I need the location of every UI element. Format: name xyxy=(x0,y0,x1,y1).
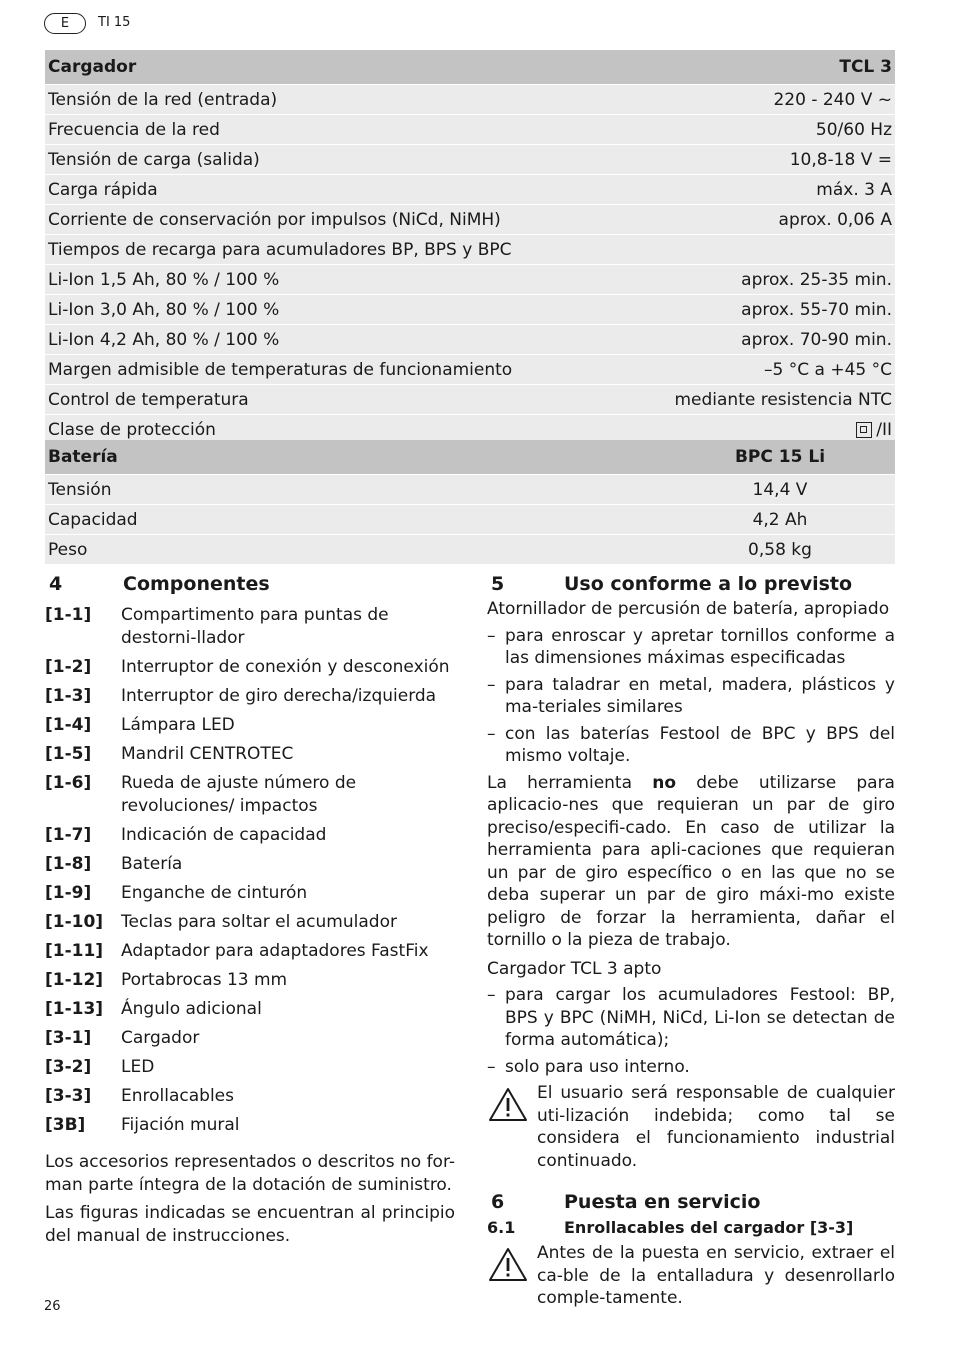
component-text: Mandril CENTROTEC xyxy=(121,744,294,764)
list-item xyxy=(45,911,455,934)
warning-triangle-icon xyxy=(488,1087,528,1122)
figures-note: Las figuras indicadas se encuentran al principio del manual de instrucciones. xyxy=(45,1203,455,1246)
language-badge: E xyxy=(44,13,86,34)
table-row xyxy=(45,145,895,175)
double-insulation-icon xyxy=(856,422,872,438)
row-value: 14,4 V xyxy=(665,475,895,505)
table-row xyxy=(45,505,895,535)
caution-block xyxy=(487,1242,895,1310)
row-value: –5 °C a +45 °C xyxy=(565,355,895,385)
list-item xyxy=(45,772,455,818)
subsection-number: 6.1 xyxy=(487,1218,516,1237)
component-code: [1-10] xyxy=(45,912,104,932)
row-value: aprox. 55-70 min. xyxy=(565,295,895,325)
table-header-row xyxy=(45,440,895,475)
battery-spec-table xyxy=(45,440,895,564)
table-row xyxy=(45,475,895,505)
component-code: [3B] xyxy=(45,1115,86,1135)
list-item xyxy=(45,685,455,708)
row-label: Peso xyxy=(45,535,665,565)
section-number: 6 xyxy=(491,1191,505,1213)
table-row xyxy=(45,325,895,355)
row-label: Clase de protección xyxy=(45,415,565,445)
page-number: 26 xyxy=(44,1299,61,1314)
charger-spec-table xyxy=(45,50,895,444)
caution-text: El usuario será responsable de cualquier uti-lización indebida; como tal se considera el funcionamiento industrial continuado. xyxy=(537,1083,895,1171)
section-heading-startup xyxy=(487,1188,895,1216)
row-label: Control de temperatura xyxy=(45,385,565,415)
component-code: [1-1] xyxy=(45,605,92,625)
component-code: [1-9] xyxy=(45,883,92,903)
list-item xyxy=(45,969,455,992)
caution-text: Antes de la puesta en servicio, extraer el ca-ble de la entalladura y desenrollarlo comple-tamente. xyxy=(537,1243,895,1308)
component-code: [1-6] xyxy=(45,773,92,793)
component-text: Portabrocas 13 mm xyxy=(121,970,288,990)
section-number: 4 xyxy=(49,573,63,595)
list-item xyxy=(45,853,455,876)
row-label: Margen admisible de temperaturas de funcionamiento xyxy=(45,355,565,385)
component-text: Enrollacables xyxy=(121,1086,234,1106)
component-code: [1-13] xyxy=(45,999,104,1019)
accessories-note: Los accesorios representados o descritos no for-man parte íntegra de la dotación de suministro. xyxy=(45,1152,455,1195)
list-item xyxy=(45,743,455,766)
row-label: Li-Ion 4,2 Ah, 80 % / 100 % xyxy=(45,325,565,355)
component-text: Adaptador para adaptadores FastFix xyxy=(121,941,429,961)
row-label: Tiempos de recarga para acumuladores BP, BPS y BPC xyxy=(45,235,565,265)
row-label: Li-Ion 1,5 Ah, 80 % / 100 % xyxy=(45,265,565,295)
list-item xyxy=(45,1027,455,1050)
warning-triangle-icon xyxy=(488,1247,528,1282)
subsection-title: Enrollacables del cargador [3-3] xyxy=(564,1218,854,1237)
section-title: Uso conforme a lo previsto xyxy=(564,573,853,595)
component-code: [1-2] xyxy=(45,657,92,677)
component-code: [1-4] xyxy=(45,715,92,735)
charger-use-text: para cargar los acumuladores Festool: BP, BPS y BPC (NiMH, NiCd, Li-Ion se detectan de forma automática); xyxy=(505,985,895,1050)
row-value: aprox. 0,06 A xyxy=(565,205,895,235)
component-code: [1-3] xyxy=(45,686,92,706)
list-item: – con las baterías Festool de BPC y BPS del mismo voltaje. xyxy=(487,723,895,766)
table-header-row xyxy=(45,50,895,85)
list-item xyxy=(45,656,455,679)
section-title: Componentes xyxy=(123,573,270,595)
row-label: Corriente de conservación por impulsos (NiCd, NiMH) xyxy=(45,205,565,235)
component-code: [1-5] xyxy=(45,744,92,764)
list-item: – para enroscar y apretar tornillos conforme a las dimensiones máximas especificadas xyxy=(487,625,895,668)
component-text: Batería xyxy=(121,854,183,874)
row-value: mediante resistencia NTC xyxy=(565,385,895,415)
list-item: – para taladrar en metal, madera, plásticos y ma-teriales similares xyxy=(487,674,895,717)
table-row xyxy=(45,265,895,295)
table-row xyxy=(45,175,895,205)
emphasis-no: no xyxy=(652,772,677,793)
component-text: Rueda de ajuste número de revoluciones/ impactos xyxy=(121,773,357,816)
use-text: para enroscar y apretar tornillos conforme a las dimensiones máximas especificadas xyxy=(505,625,895,668)
table-title: Batería xyxy=(45,440,665,475)
component-code: [1-8] xyxy=(45,854,92,874)
component-code: [1-7] xyxy=(45,825,92,845)
list-item xyxy=(45,714,455,737)
list-item xyxy=(45,604,455,650)
list-item xyxy=(45,1085,455,1108)
component-text: LED xyxy=(121,1057,155,1077)
subsection-heading xyxy=(487,1216,895,1240)
row-label: Capacidad xyxy=(45,505,665,535)
component-text: Indicación de capacidad xyxy=(121,825,327,845)
table-row xyxy=(45,235,895,265)
list-item xyxy=(45,940,455,963)
row-value: 220 - 240 V ~ xyxy=(565,85,895,115)
component-text: Compartimento para puntas de destorni-llador xyxy=(121,605,389,648)
row-label: Frecuencia de la red xyxy=(45,115,565,145)
table-row xyxy=(45,205,895,235)
table-row xyxy=(45,295,895,325)
component-code: [1-12] xyxy=(45,970,104,990)
component-text: Ángulo adicional xyxy=(121,999,262,1019)
table-model: TCL 3 xyxy=(565,50,895,85)
component-code: [1-11] xyxy=(45,941,104,961)
model-code: TI 15 xyxy=(98,15,131,30)
row-value: 10,8-18 V = xyxy=(565,145,895,175)
list-item: – solo para uso interno. xyxy=(487,1056,690,1077)
table-row xyxy=(45,355,895,385)
torque-warning-paragraph: La herramienta no debe utilizarse para aplicacio-nes que requieran un par de giro preciso/especifi-cado. En caso de utilizar la herramienta para apli-caciones que requieran un par de giro específico o en las que no se deba superar un par de giro máxi-mo existe peligro de forzar la herramienta, dañar el tornillo o la pieza de trabajo. xyxy=(487,772,895,950)
component-code: [3-1] xyxy=(45,1028,92,1048)
component-text: Lámpara LED xyxy=(121,715,235,735)
table-title: Cargador xyxy=(45,50,565,85)
row-value: aprox. 25-35 min. xyxy=(565,265,895,295)
protection-class-value: /II xyxy=(876,419,892,440)
charger-use-text: solo para uso interno. xyxy=(505,1056,690,1077)
component-text: Teclas para soltar el acumulador xyxy=(121,912,397,932)
section-heading-intended-use xyxy=(487,570,895,598)
row-label: Tensión xyxy=(45,475,665,505)
row-label: Tensión de la red (entrada) xyxy=(45,85,565,115)
table-row xyxy=(45,385,895,415)
component-code: [3-2] xyxy=(45,1057,92,1077)
caution-block xyxy=(487,1082,895,1172)
row-value: 0,58 kg xyxy=(665,535,895,565)
list-item xyxy=(45,998,455,1021)
list-item xyxy=(45,882,455,905)
list-item xyxy=(45,1114,455,1137)
table-row xyxy=(45,535,895,565)
row-value: aprox. 70-90 min. xyxy=(565,325,895,355)
component-text: Enganche de cinturón xyxy=(121,883,308,903)
row-label: Li-Ion 3,0 Ah, 80 % / 100 % xyxy=(45,295,565,325)
section-title: Puesta en servicio xyxy=(564,1191,761,1213)
list-item xyxy=(45,1056,455,1079)
table-row xyxy=(45,85,895,115)
component-code: [3-3] xyxy=(45,1086,92,1106)
use-text: con las baterías Festool de BPC y BPS del mismo voltaje. xyxy=(505,723,895,766)
row-label: Tensión de carga (salida) xyxy=(45,145,565,175)
use-text: para taladrar en metal, madera, plásticos y ma-teriales similares xyxy=(505,674,895,717)
components-list xyxy=(45,604,455,1137)
component-text: Fijación mural xyxy=(121,1115,240,1135)
component-text: Cargador xyxy=(121,1028,200,1048)
table-model: BPC 15 Li xyxy=(665,440,895,475)
row-value: 4,2 Ah xyxy=(665,505,895,535)
right-column xyxy=(487,570,895,1316)
intended-use-intro: Atornillador de percusión de batería, apropiado xyxy=(487,599,890,619)
charger-intro: Cargador TCL 3 apto xyxy=(487,958,662,979)
list-item: – para cargar los acumuladores Festool: BP, BPS y BPC (NiMH, NiCd, Li-Ion se detectan de forma automática); xyxy=(487,985,895,1050)
row-value: 50/60 Hz xyxy=(565,115,895,145)
section-number: 5 xyxy=(491,573,505,595)
list-item xyxy=(45,824,455,847)
section-heading-components xyxy=(45,570,455,598)
component-text: Interruptor de conexión y desconexión xyxy=(121,657,450,677)
table-row xyxy=(45,115,895,145)
row-value: máx. 3 A xyxy=(565,175,895,205)
left-column xyxy=(45,570,455,1253)
row-value xyxy=(565,235,895,265)
row-label: Carga rápida xyxy=(45,175,565,205)
component-text: Interruptor de giro derecha/izquierda xyxy=(121,686,437,706)
